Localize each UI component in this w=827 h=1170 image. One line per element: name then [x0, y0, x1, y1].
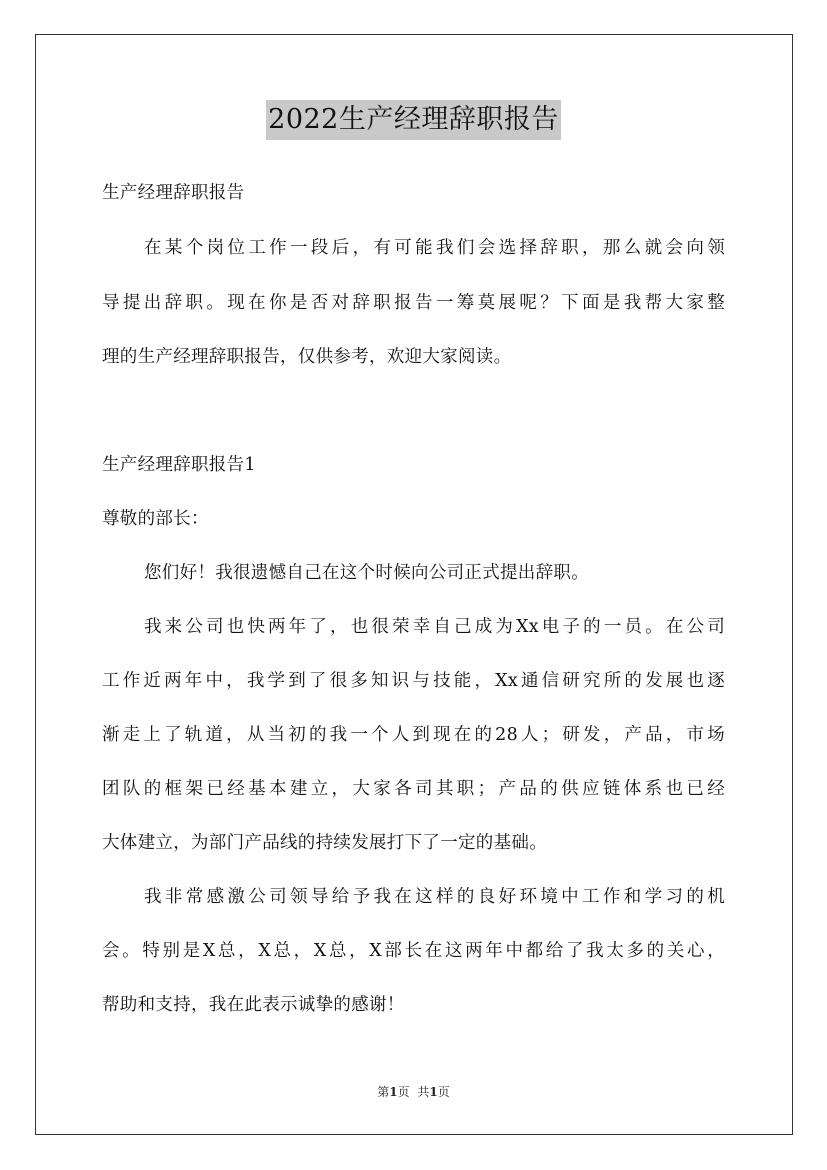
page-prefix: 第 [377, 1085, 390, 1099]
text-line: 团队的框架已经基本建立，大家各司其职；产品的供应链体系也已经 [102, 779, 725, 799]
text-line: 尊敬的部长： [102, 509, 209, 529]
text-line: 我来公司也快两年了，也很荣幸自己成为Xx电子的一员。在公司 [144, 617, 725, 637]
text-line: 工作近两年中，我学到了很多知识与技能，Xx通信研究所的发展也逐 [102, 671, 725, 691]
text-line: 生产经理辞职报告1 [102, 455, 256, 475]
total-pages: 1 [429, 1085, 438, 1099]
text-line: 理的生产经理辞职报告，仅供参考，欢迎大家阅读。 [102, 347, 512, 367]
total-prefix: 共 [417, 1085, 430, 1099]
document-title: 2022生产经理辞职报告 [266, 100, 561, 140]
text-line: 我非常感激公司领导给予我在这样的良好环境中工作和学习的机 [144, 887, 725, 907]
text-line: 帮助和支持，我在此表示诚挚的感谢！ [102, 995, 405, 1015]
text-line: 渐走上了轨道，从当初的我一个人到现在的28人；研发，产品，市场 [102, 725, 725, 745]
text-line: 生产经理辞职报告 [102, 183, 245, 203]
page-footer [0, 1083, 827, 1101]
page-suffix: 页 [397, 1085, 410, 1099]
title-container [0, 100, 827, 140]
text-line: 大体建立，为部门产品线的持续发展打下了一定的基础。 [102, 833, 547, 853]
total-suffix: 页 [437, 1085, 450, 1099]
text-line: 在某个岗位工作一段后，有可能我们会选择辞职，那么就会向领 [144, 238, 725, 258]
text-line: 导提出辞职。现在你是否对辞职报告一筹莫展呢？下面是我帮大家整 [102, 293, 725, 313]
page-number: 1 [389, 1085, 398, 1099]
text-line: 您们好！我很遗憾自己在这个时候向公司正式提出辞职。 [144, 563, 589, 583]
text-line: 会。特别是X总，X总，X总，X部长在这两年中都给了我太多的关心， [102, 941, 725, 961]
